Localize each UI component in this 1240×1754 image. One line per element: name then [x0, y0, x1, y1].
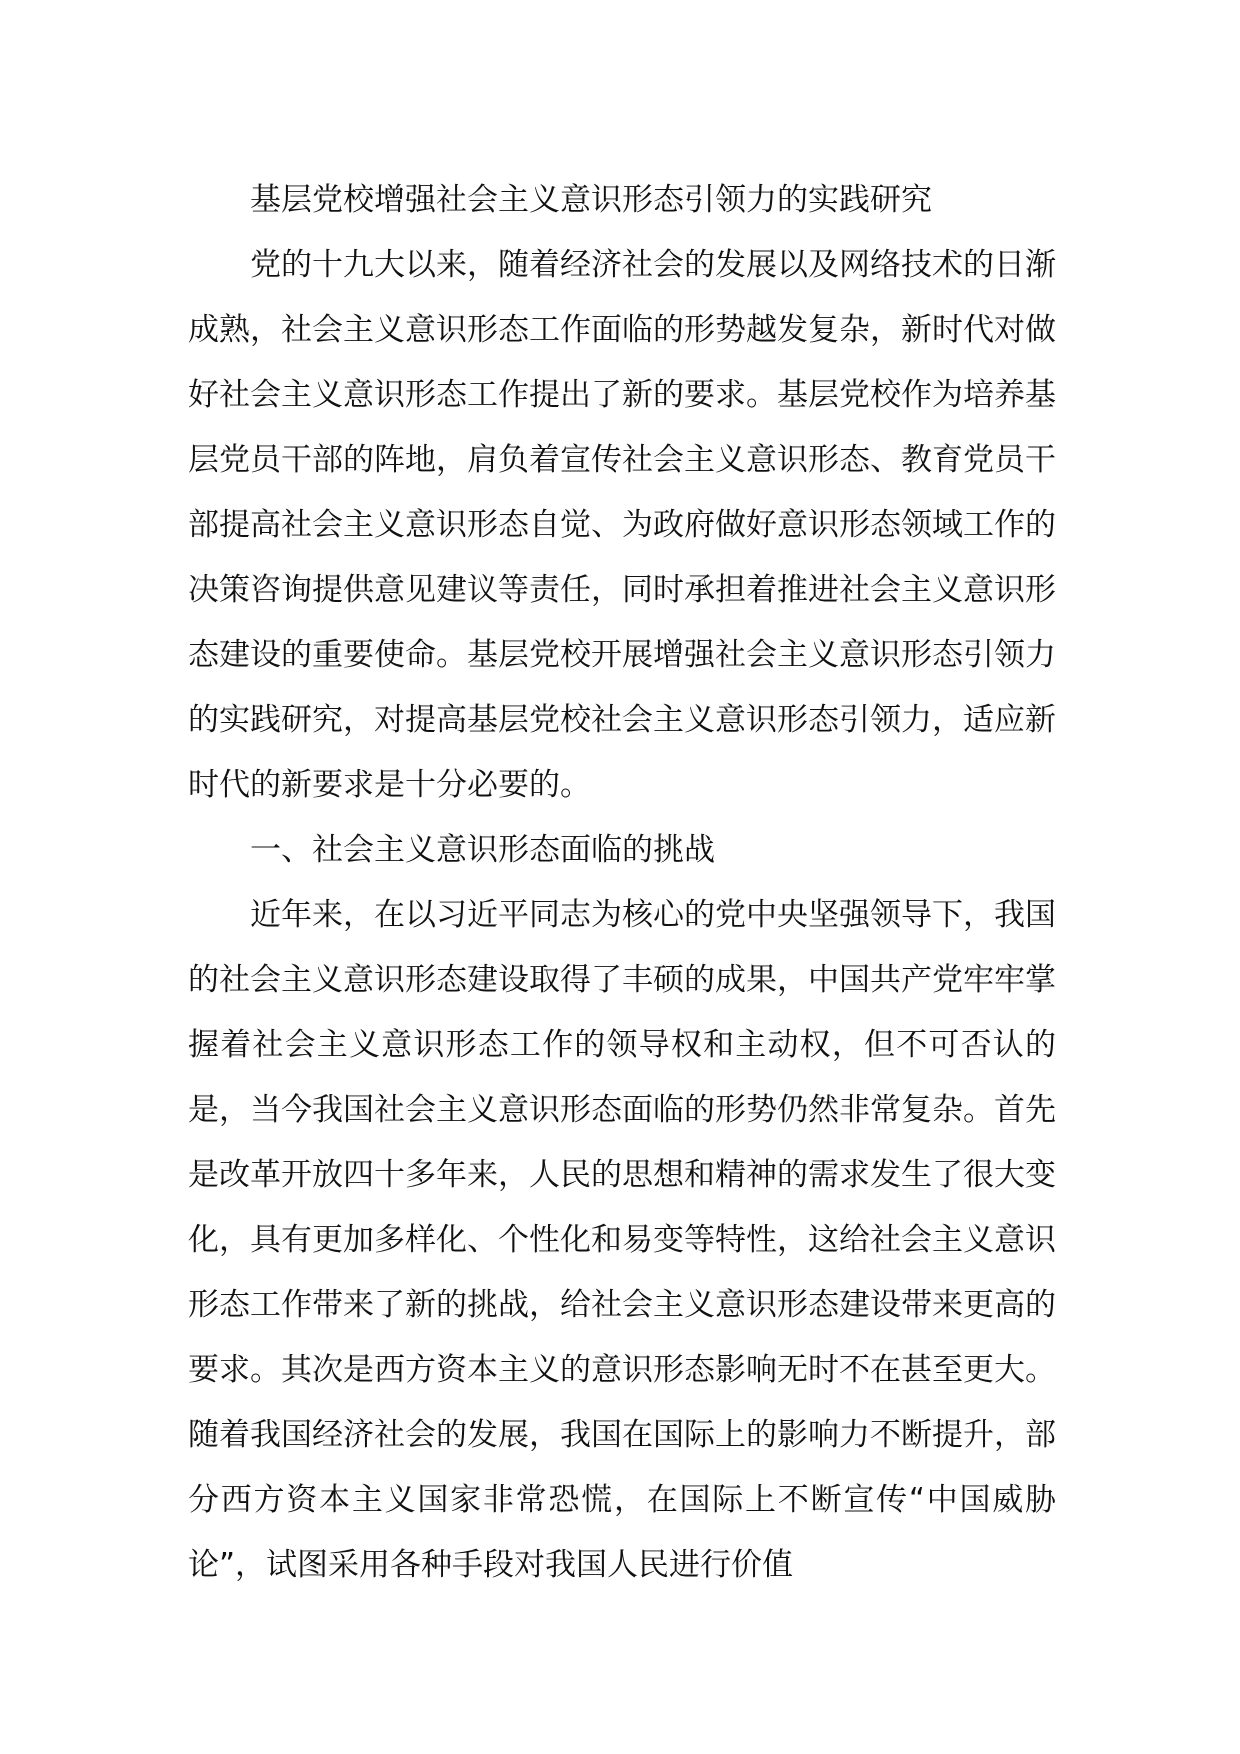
document-body	[188, 168, 1056, 1598]
section-heading-1: 一、社会主义意识形态面临的挑战	[250, 832, 715, 868]
paragraph-intro: 党的十九大以来，随着经济社会的发展以及网络技术的日渐成熟，社会主义意识形态工作面临的形势越发复杂，新时代对做好社会主义意识形态工作提出了新的要求。基层党校作为培养基层党员干部的阵地，肩负着宣传社会主义意识形态、教育党员干部提高社会主义意识形态自觉、为政府做好意识形态领域工作的决策咨询提供意见建议等责任，同时承担着推进社会主义意识形态建设的重要使命。基层党校开展增强社会主义意识形态引领力的实践研究，对提高基层党校社会主义意识形态引领力，适应新时代的新要求是十分必要的。	[188, 247, 1056, 803]
document-title: 基层党校增强社会主义意识形态引领力的实践研究	[250, 182, 932, 218]
paragraph-challenges: 近年来，在以习近平同志为核心的党中央坚强领导下，我国的社会主义意识形态建设取得了丰硕的成果，中国共产党牢牢掌握着社会主义意识形态工作的领导权和主动权，但不可否认的是，当今我国社会主义意识形态面临的形势仍然非常复杂。首先是改革开放四十多年来，人民的思想和精神的需求发生了很大变化，具有更加多样化、个性化和易变等特性，这给社会主义意识形态工作带来了新的挑战，给社会主义意识形态建设带来更高的要求。其次是西方资本主义的意识形态影响无时不在甚至更大。随着我国经济社会的发展，我国在国际上的影响力不断提升，部分西方资本主义国家非常恐慌，在国际上不断宣传“中国威胁论”，试图采用各种手段对我国人民进行价值	[188, 897, 1056, 1583]
